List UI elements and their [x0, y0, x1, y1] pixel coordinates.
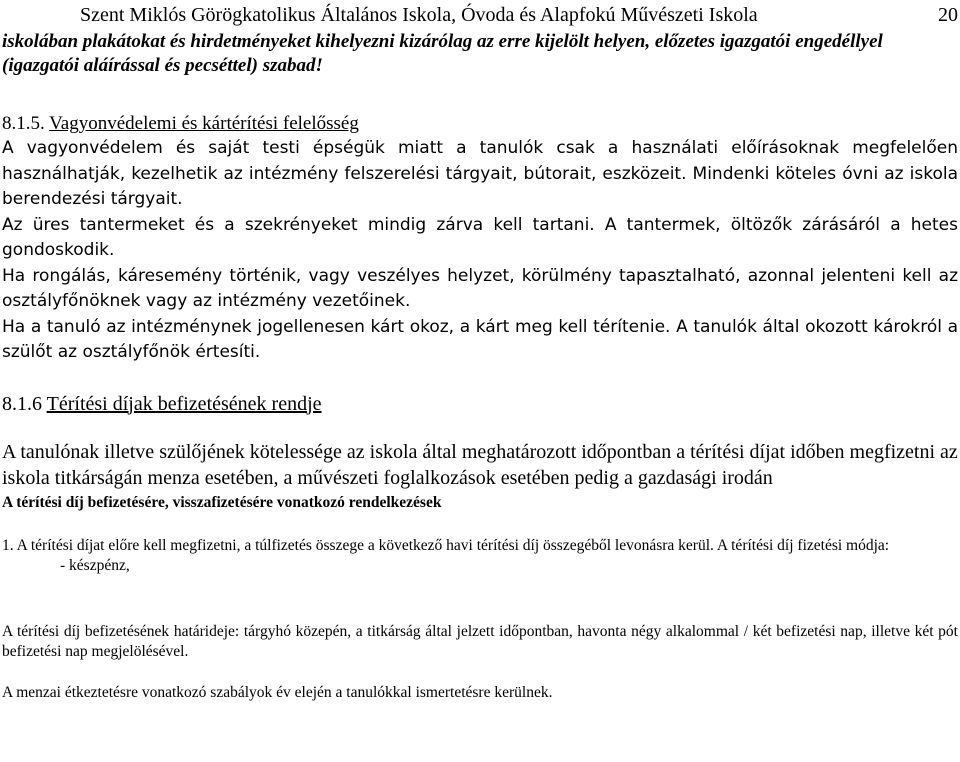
payment-method: - készpénz, — [60, 556, 130, 574]
section-815-heading — [2, 112, 958, 136]
spacer — [2, 416, 958, 439]
section-815-title: Vagyonvédelemi és kártérítési felelősség — [49, 113, 359, 134]
spacer — [2, 662, 958, 683]
section-815-paragraph-2: Az üres tantermeket és a szekrényeket mindig zárva kell tartani. A tantermek, öltözők zárásáról a hetes gondoskodik. — [2, 214, 958, 260]
spacer — [2, 513, 958, 536]
poster-notice: iskolában plakátokat és hirdetményeket kihelyezni kizárólag az erre kijelölt helyen, előzetes igazgatói engedéllyel (igazgatói aláírással és pecséttel) szabad! — [2, 31, 883, 76]
section-816-title: Térítési díjak befizetésének rendje — [46, 392, 322, 415]
section-816-intro: A tanulónak illetve szülőjének kötelessége az iskola által meghatározott időpontban a térítési díjat időben megfizetni az iskola titkárságán menza esetében, a művészeti foglalkozások esetében pedig a gazdasági irodán — [2, 440, 958, 489]
section-816-heading — [2, 392, 958, 416]
section-815-number: 8.1.5. — [2, 113, 45, 134]
header-title: Szent Miklós Görögkatolikus Általános Iskola, Óvoda és Alapfokú Művészeti Iskola — [80, 4, 758, 26]
spacer — [2, 78, 958, 112]
section-815-paragraph-3: Ha rongálás, káresemény történik, vagy veszélyes helyzet, körülmény tapasztalható, azonnal jelenteni kell az osztályfőnöknek vagy az intézmény vezetőinek. — [2, 265, 958, 311]
section-816-rule-1: 1. A térítési díjat előre kell megfizetni, a túlfizetés összege a következő havi térítési díj összegéből levonásra kerül. A térítési díj fizetési módja: — [2, 536, 890, 554]
section-815-paragraph-1: A vagyonvédelem és saját testi épségük miatt a tanulók csak a használati előírásoknak megfelelően használhatják, kezelhetik az intézmény felszerelési tárgyait, bútorait, eszközeit. Mindenki köteles óvni az iskola berendezési tárgyait. — [2, 138, 958, 209]
spacer — [2, 576, 958, 622]
section-816-subheading: A térítési díj befizetésére, visszafizetésére vonatkozó rendelkezések — [2, 493, 442, 511]
spacer — [2, 366, 958, 392]
payment-deadline: A térítési díj befizetésének határideje: tárgyhó közepén, a titkárság által jelzett időpontban, havonta négy alkalommal / két befizetési nap, illetve két pót befizetési nap megjelölésével. — [2, 622, 958, 660]
section-815-paragraph-4: Ha a tanuló az intézménynek jogellenesen kárt okoz, a kárt meg kell térítenie. A tanulók által okozott károkról a szülőt az osztályfőnök értesíti. — [2, 316, 958, 362]
page-header — [2, 0, 958, 30]
page-number: 20 — [938, 4, 958, 26]
section-816-number: 8.1.6 — [2, 392, 42, 415]
menza-note: A menzai étkeztetésre vonatkozó szabályok év elején a tanulókkal ismertetésre kerülnek. — [2, 683, 553, 701]
document-page — [2, 0, 958, 703]
